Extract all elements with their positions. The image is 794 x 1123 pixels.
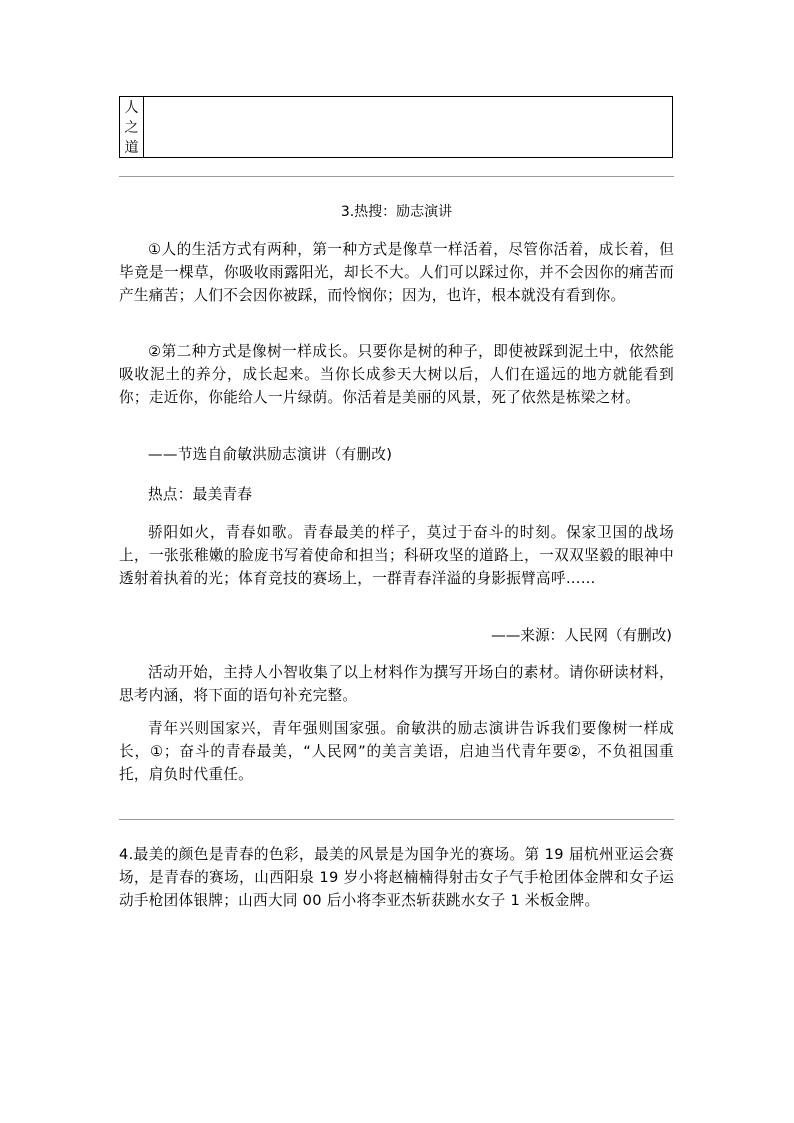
table-label-char: 人	[124, 100, 139, 116]
source-citation: ——来源：人民网（有删改)	[491, 627, 672, 644]
section-divider	[119, 819, 674, 820]
table-content-cell	[144, 97, 672, 157]
paragraph-2: ②第二种方式是像树一样成长。只要你是树的种子，即使被踩到泥土中，依然能吸收泥土的养分，成长起来。当你长成参天大树以后，人们在遥远的地方就能看到你；走近你，你能给人一片绿荫。你活着是美丽的风景，死了依然是栋梁之材。	[119, 343, 674, 406]
section-3-title: 3.热搜：励志演讲	[340, 204, 453, 220]
section-divider	[119, 176, 674, 177]
paragraph-5: 青年兴则国家兴，青年强则国家强。俞敏洪的励志演讲告诉我们要像树一样成长，①；奋斗的青春最美，“人民网”的美言美语，启迪当代青年要②，不负祖国重托，肩负时代重任。	[119, 720, 674, 783]
paragraph-1: ①人的生活方式有两种，第一种方式是像草一样活着，尽管你活着，成长着，但毕竟是一棵草，你吸收雨露阳光，却长不大。人们可以踩过你，并不会因你的痛苦而产生痛苦；人们不会因你被踩，而怜悯你；因为，也许，根本就没有看到你。	[119, 241, 674, 304]
table-label-cell	[120, 97, 144, 157]
excerpt-source: ——节选自俞敏洪励志演讲（有删改)	[148, 446, 393, 463]
table-label-char: 之	[124, 120, 139, 136]
paragraph-3: 骄阳如火，青春如歌。青春最美的样子，莫过于奋斗的时刻。保家卫国的战场上，一张张稚嫩的脸庞书写着使命和担当；科研攻坚的道路上，一双双坚毅的眼神中透射着执着的光；体育竞技的赛场上，一群青春洋溢的身影振臂高呼……	[119, 524, 674, 587]
paragraph-4: 活动开始，主持人小智收集了以上材料作为撰写开场白的素材。请你研读材料，思考内涵，将下面的语句补充完整。	[119, 664, 674, 704]
question-4-text: 4.最美的颜色是青春的色彩，最美的风景是为国争光的赛场。第 19 届杭州亚运会赛场，是青春的赛场，山西阳泉 19 岁小将赵楠楠得射击女子气手枪团体金牌和女子运动手枪团体银牌；山西大同 00 后小将李亚杰斩获跳水女子 1 米板金牌。	[119, 846, 674, 909]
table-label-char: 道	[124, 140, 139, 156]
hotspot-label: 热点：最美青春	[148, 486, 253, 503]
table-fragment	[119, 96, 673, 158]
